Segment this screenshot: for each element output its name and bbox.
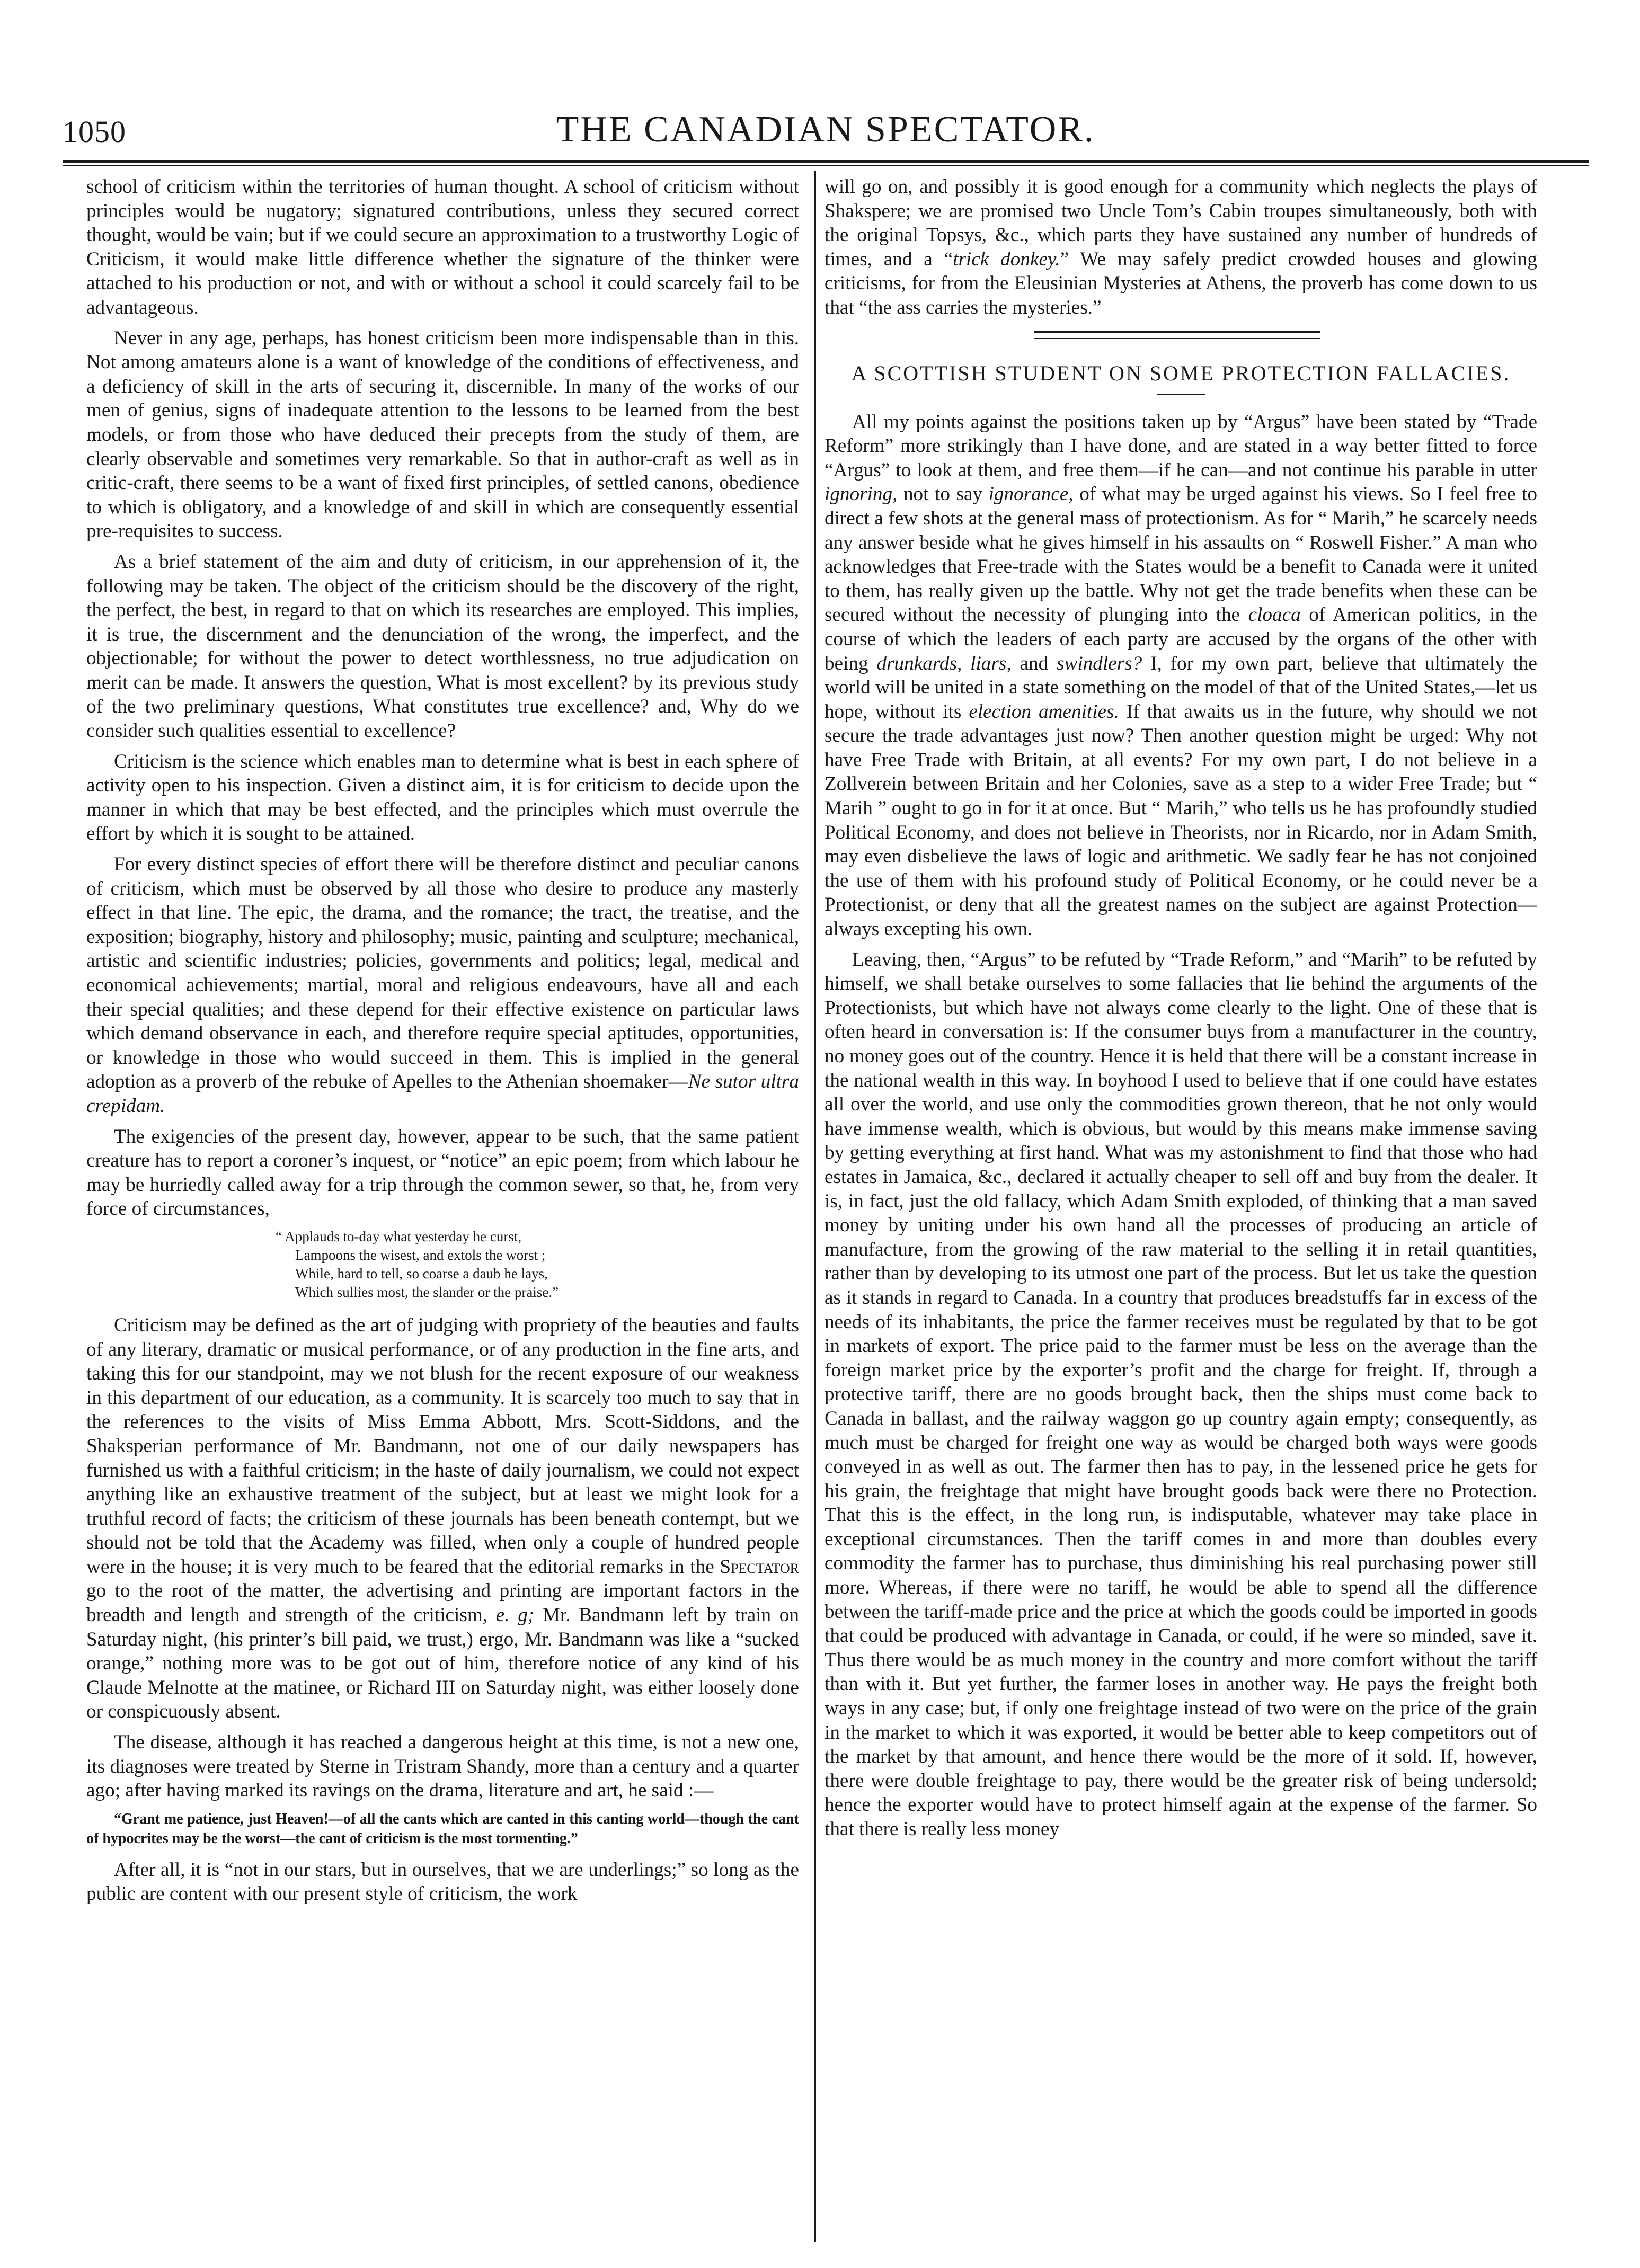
- paragraph: [86, 852, 799, 1118]
- paragraph: The disease, although it has reached a dangerous height at this time, is not a new one, its diagnoses were treated by Sterne in Tristram Shandy, more than a century and a quarter ago; after having marked its ravings on the drama, literature and art, he said :—: [86, 1731, 799, 1802]
- paragraph-text: and: [1011, 652, 1057, 674]
- italic-text: e. g;: [495, 1604, 535, 1626]
- paragraph-text: I, for my own part, believe that ultimately the world will be united in a state something on the model of that of the United States,—let us hope, without its: [825, 652, 1537, 723]
- paragraph: [86, 1313, 799, 1724]
- paragraph: After all, it is “not in our stars, but in ourselves, that we are underlings;” so long as the public are content with our present style of criticism, the work: [86, 1858, 799, 1905]
- left-column: [86, 175, 799, 2241]
- verse-quotation: [276, 1228, 799, 1302]
- italic-text: swindlers?: [1057, 652, 1142, 674]
- paragraph: Leaving, then, “Argus” to be refuted by “Trade Reform,” and “Marih” to be refuted by himself, we shall betake ourselves to some fallacies that lie behind the arguments of the Protectionists, but which have not always come clearly to the light. One of these that is often heard in conversation is: If the consumer buys from a manufacturer in the country, no money goes out of the country. Hence it is held that there will be a constant increase in the national wealth in this way. In boyhood I used to believe that if one could have estates all over the world, and use only the commodities grown thereon, that he not only would have immense wealth, which is obvious, but would by this means make immense saving by getting everything at first hand. What was my astonishment to find that those who had estates in Jamaica, &c., declared it actually cheaper to sell off and buy from the dealer. It is, in fact, just the old fallacy, which Adam Smith exploded, of thinking that a man saved money by uniting under his own hand all the processes of producing an article of manufacture, from the growing of the raw material to the selling it in retail quantities, rather than by developing to its utmost one part of the process. But let us take the question as it stands in regard to Canada. In a country that produces breadstuffs far in excess of the needs of its inhabitants, the price the farmer receives must be regulated by that to be got in markets of export. The price paid to the farmer must be less on the average than the foreign market price by the exporter’s profit and the charge for freight. If, through a protective tariff, there are no goods brought back, then the ships must come back to Canada in ballast, and the railway waggon go up country again empty; consequently, as much must be charged for freight one way as would be charged both ways were goods conveyed in as well as out. The farmer then has to pay, in the lessened price he gets for his grain, the freightage that might have brought goods back were there no Protection. That this is the effect, in the long run, is indisputable, whatever may take place in exceptional circumstances. Then the tariff comes in and more than doubles every commodity the farmer has to purchase, thus diminishing his real purchasing power still more. Whereas, if there were no tariff, he would be able to spend all the difference between the tariff-made price and the price at which the goods could be imported in goods that could be produced with advantage in Canada, or could, if he were so minded, save it. Thus there would be as much money in the country and more comfort without the tariff than with it. But yet further, the farmer loses in another way. He pays the freight both ways in any case; but, if only one freightage instead of two were on the price of the grain in the market to which it was exported, it would be better able to keep competitors out of the market by that amount, and hence there would be the more of it sold. If, however, there were double freightage to pay, there would be the greater risk of being undersold; hence the exporter would have to protect himself again at the expense of the farmer. So that there is really less money: [825, 948, 1537, 1840]
- paragraph-text: All my points against the positions taken up by “Argus” have been stated by “Trade Reform” more strikingly than I have done, and are stated in a way better fitted to force “Argus” to look at them, and free them—if he can—and not continue his parable in utter: [825, 411, 1537, 481]
- italic-text: ignorance,: [988, 483, 1074, 505]
- right-column: [825, 175, 1537, 2241]
- latin-proverb: Ne sutor ultra crepidam.: [86, 1071, 799, 1117]
- verse-line: Which sullies most, the slander or the praise.”: [295, 1284, 559, 1300]
- title-rule: [1157, 394, 1205, 395]
- verse-line: “ Applauds to-day what yesterday he curst,: [276, 1228, 522, 1244]
- paragraph-text: of American politics, in the course of which the leaders of each party are accused by the organs of the other with being: [825, 604, 1537, 674]
- page-header: [63, 109, 1589, 156]
- paragraph: The exigencies of the present day, however, appear to be such, that the same patient creature has to report a coroner’s inquest, or “notice” an epic poem; from which labour he may be hurriedly called away for a trip through the common sewer, so that, he, from very force of circumstances,: [86, 1125, 799, 1220]
- paragraph-text: not to say: [897, 483, 989, 505]
- block-quotation: “Grant me patience, just Heaven!—of all the cants which are canted in this canting world—though the cant of hypocrites may be the worst—the cant of criticism is the most tormenting.”: [86, 1810, 799, 1847]
- italic-text: ignoring,: [825, 483, 898, 505]
- paragraph-text: of what may be urged against his views. So I feel free to direct a few shots at the general mass of protectionism. As for “ Marih,” he scarcely needs any answer beside what he gives himself in his assaults on “ Roswell Fisher.” A man who acknowledges that Free-trade with the States would be a benefit to Canada were it united to them, has really given up the battle. Why not get the trade benefits when these can be secured without the necessity of plunging into the: [825, 483, 1537, 626]
- paragraph-text: ” We may safely predict crowded houses and glowing criticisms, for from the Eleusinian Mysteries at Athens, the proverb has come down to us that “the ass carries the mysteries.”: [825, 248, 1537, 318]
- italic-text: cloaca: [1248, 604, 1301, 626]
- paragraph: [825, 175, 1537, 320]
- article-title: A SCOTTISH STUDENT ON SOME PROTECTION FALLACIES.: [851, 361, 1511, 385]
- journal-title: THE CANADIAN SPECTATOR.: [556, 109, 1095, 150]
- page-number: 1050: [63, 114, 126, 149]
- verse-line: While, hard to tell, so coarse a daub he lays,: [295, 1265, 548, 1282]
- paragraph-text: Mr. Bandmann left by train on Saturday night, (his printer’s bill paid, we trust,) ergo, Mr. Bandmann was like a “sucked orange,” nothing more was to be got out of him, therefore notice of any kind of his Claude Melnotte at the matinee, or Richard III on Saturday night, was either loosely done or conspicuously absent.: [86, 1604, 799, 1723]
- paragraph: As a brief statement of the aim and duty of criticism, in our apprehension of it, the following may be taken. The object of the criticism should be the discovery of the right, the perfect, the best, in regard to that on which its researches are employed. This implies, it is true, the discernment and the denunciation of the wrong, the imperfect, and the objectionable; for without the power to detect worthlessness, no true adjudication on merit can be made. It answers the question, What is most excellent? by its previous study of the two preliminary questions, What constitutes true excellence? and, Why do we consider such qualities essential to excellence?: [86, 550, 799, 742]
- spectator-smallcaps: Spectator: [720, 1555, 799, 1578]
- header-rule-thin: [63, 165, 1589, 166]
- header-rule: [63, 160, 1589, 163]
- paragraph: Criticism is the science which enables man to determine what is best in each sphere of activity open to his inspection. Given a distinct aim, it is for criticism to decide upon the manner in which that may be best effected, and the principles which must overrule the effort by which it is sought to be attained.: [86, 750, 799, 845]
- paragraph-text: If that awaits us in the future, why should we not secure the trade advantages just now? Then another question might be urged: Why not have Free Trade with Britain, at all events? For my own part, I do not believe in a Zollverein between Britain and her Colonies, save as a step to a wider Free Trade; but “ Marih ” ought to go in for it at once. But “ Marih,” who tells us he has profoundly studied Political Economy, and does not believe in Theorists, nor in Ricardo, nor in Adam Smith, may even disbelieve the laws of logic and arithmetic. We sadly fear he has not conjoined the use of them with his profound study of Political Economy, or he could never be a Protectionist, or deny that all the greatest names on the subject are against Protection—always excepting his own.: [825, 700, 1537, 940]
- paragraph-text: will go on, and possibly it is good enough for a community which neglects the plays of Shakspere; we are promised two Uncle Tom’s Cabin troupes simultaneously, both with the original Topsys, &c., which parts they have sustained any number of hundreds of times, and a “: [825, 176, 1537, 270]
- paragraph-text: Criticism may be defined as the art of judging with propriety of the beauties and faults of any literary, dramatic or musical performance, or of any production in the fine arts, and taking this for our standpoint, may we not blush for the recent exposure of our weakness in this department of our education, as a community. It is scarcely too much to say that in the references to the visits of Miss Emma Abbott, Mrs. Scott-Siddons, and the Shaksperian performance of Mr. Bandmann, not one of our daily newspapers has furnished us with a faithful criticism; in the haste of daily journalism, we could not expect anything like an exhaustive treatment of the subject, but at least we might look for a truthful record of facts; the criticism of these journals has been beneath contempt, but we should not be told that the Academy was filled, when only a couple of hundred people were in the house; it is very much to be feared that the editorial remarks in the: [86, 1314, 799, 1578]
- paragraph-text: For every distinct species of effort there will be therefore distinct and peculiar canons of criticism, which must be observed by all those who desire to produce any masterly effect in that line. The epic, the drama, and the romance; the tract, the treatise, and the exposition; biography, history and philosophy; music, painting and sculpture; mechanical, artistic and scientific industries; policies, governments and politics; legal, medical and economical achievements; martial, moral and religious endeavours, have all and each their special qualities; and these depend for their effective existence on particular laws which demand observance in each, and therefore require special aptitudes, opportunities, or knowledge in those who would succeed in them. This is implied in the general adoption as a proverb of the rebuke of Apelles to the Athenian shoemaker—: [86, 853, 799, 1093]
- paragraph: Never in any age, perhaps, has honest criticism been more indispensable than in this. Not among amateurs alone is a want of knowledge of the conditions of effectiveness, and a deficiency of skill in the arts of securing it, discernible. In many of the works of our men of genius, signs of inadequate attention to the lessons to be learned from the best models, or from those who have deduced their precepts from the study of them, are clearly observable and sometimes very remarkable. So that in author-craft as well as in critic-craft, there seems to be a want of fixed first principles, of settled canons, obedience to which is obligatory, and a knowledge of and skill in which are consequently essential pre-requisites to success.: [86, 327, 799, 542]
- paragraph-text: go to the root of the matter, the advertising and printing are important factors in the breadth and length and strength of the criticism,: [86, 1580, 799, 1626]
- column-divider: [814, 171, 816, 2242]
- paragraph: [825, 410, 1537, 941]
- paragraph: school of criticism within the territories of human thought. A school of criticism without principles would be nugatory; signatured contributions, unless they secured correct thought, would be vain; but if we could secure an approximation to a trustworthy Logic of Criticism, it would make little difference whether the signature of the thinker were attached to his production or not, and with or without a school it could scarcely fail to be advantageous.: [86, 176, 799, 318]
- italic-text: election amenities.: [969, 700, 1119, 723]
- italic-text: drunkards, liars,: [876, 652, 1012, 674]
- verse-line: Lampoons the wisest, and extols the worst ;: [295, 1247, 546, 1263]
- italic-text: trick donkey.: [953, 248, 1060, 270]
- section-separator: [1034, 331, 1320, 339]
